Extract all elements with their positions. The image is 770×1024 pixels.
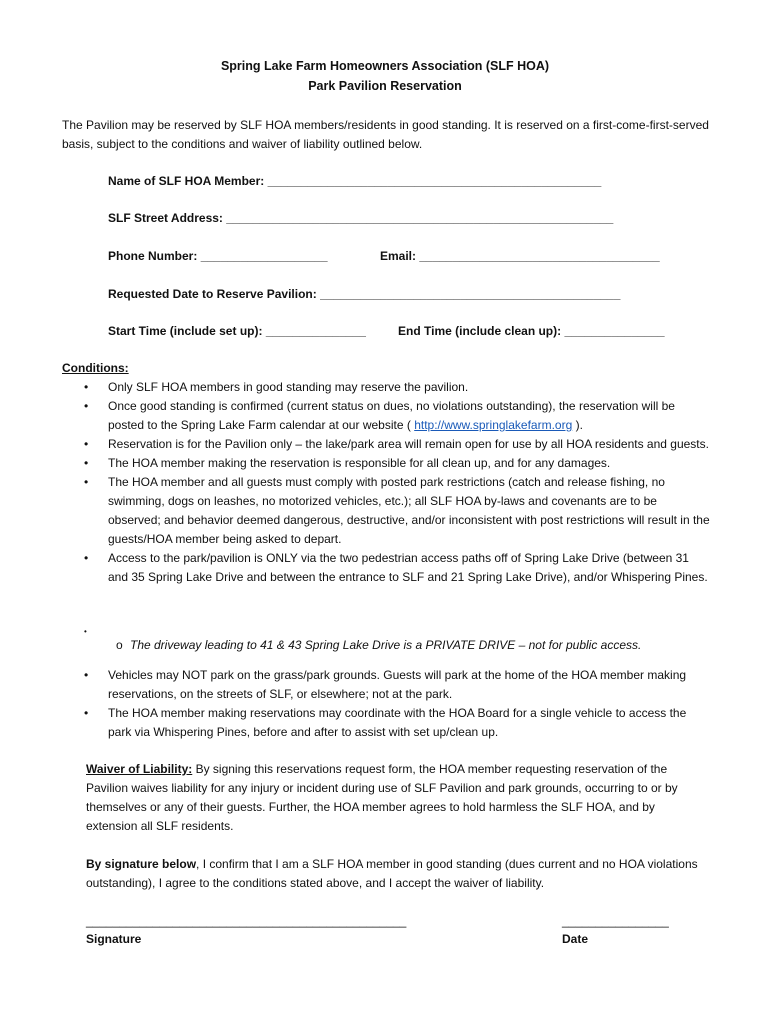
member-name-line[interactable]: __________________________________________________: [267, 174, 602, 188]
signature-line[interactable]: ________________________________________________: [86, 914, 407, 928]
empty-bullet-marker: •: [84, 627, 87, 636]
email-label: Email:: [380, 249, 417, 263]
street-address-line[interactable]: __________________________________________________________: [226, 211, 614, 225]
intro-paragraph: The Pavilion may be reserved by SLF HOA members/residents in good standing. It is reserved on a first-come-first-served basis, subject to the conditions and waiver of liability outlined below.: [62, 118, 709, 151]
website-suffix: ).: [575, 418, 583, 432]
bullet-marker: •: [84, 668, 89, 682]
signature-statement: [86, 855, 706, 893]
condition-text: The HOA member making reservations may coordinate with the HOA Board for a single vehicle to access the park via Whispering Pines, before and after to assist with set up/clean up.: [108, 706, 687, 739]
conditions-heading: Conditions:: [62, 361, 129, 375]
sub-condition-item: [116, 636, 642, 655]
bullet-marker: •: [84, 456, 89, 470]
email-line[interactable]: ____________________________________: [419, 249, 660, 263]
document-subtitle: Park Pavilion Reservation: [308, 79, 462, 93]
website-link[interactable]: http://www.springlakefarm.org: [414, 418, 573, 432]
condition-text: Once good standing is confirmed (current status on dues, no violations outstanding), the reservation will be posted to the Spring Lake Farm calendar at our website (: [108, 399, 675, 432]
member-name-field[interactable]: [108, 172, 601, 191]
conditions-list-continued: [62, 666, 712, 742]
waiver-heading: Waiver of Liability:: [86, 762, 193, 776]
start-time-field[interactable]: [108, 322, 366, 341]
sub-bullet-marker: o: [116, 638, 123, 652]
street-address-label: SLF Street Address:: [108, 211, 223, 225]
requested-date-field[interactable]: [108, 285, 620, 304]
phone-field[interactable]: [108, 247, 328, 266]
list-item: [62, 397, 712, 435]
condition-text: Access to the park/pavilion is ONLY via the two pedestrian access paths off of Spring Lake Drive (between 31 and 35 Spring Lake Drive and between the entrance to SLF and 21 Spring Lake Drive), and/or Whispering Pines.: [108, 551, 708, 584]
start-time-line[interactable]: _______________: [265, 324, 366, 338]
condition-text: Vehicles may NOT park on the grass/park grounds. Guests will park at the home of the HOA member making reservations, on the streets of SLF, or elsewhere; not at the park.: [108, 668, 687, 701]
list-item: [62, 454, 712, 473]
list-item: [62, 666, 712, 704]
signature-label: Signature: [86, 932, 142, 946]
end-time-line[interactable]: _______________: [564, 324, 665, 338]
phone-line[interactable]: ___________________: [200, 249, 328, 263]
end-time-label: End Time (include clean up):: [398, 324, 562, 338]
phone-label: Phone Number:: [108, 249, 198, 263]
email-field[interactable]: [380, 247, 660, 266]
waiver-text: By signing this reservations request form, the HOA member requesting reservation of the Pavilion waives liability for any injury or incident during use of SLF Pavilion and park grounds, occurring to or by themselves or any of their guests. Further, the HOA member agrees to hold harmless the SLF HOA, and by extension all SLF residents.: [86, 762, 678, 833]
list-item: [62, 435, 712, 454]
conditions-list: [62, 378, 712, 587]
bullet-marker: •: [84, 399, 89, 413]
signature-statement-text: , I confirm that I am a SLF HOA member in good standing (dues current and no HOA violations outstanding), I agree to the conditions stated above, and I accept the waiver of liability.: [86, 857, 698, 890]
waiver-paragraph: [86, 760, 706, 836]
list-item: [62, 378, 712, 397]
sub-condition-text: The driveway leading to 41 & 43 Spring Lake Drive is a PRIVATE DRIVE – not for public access.: [130, 638, 642, 652]
date-label: Date: [562, 932, 589, 946]
list-item: [62, 704, 712, 742]
bullet-marker: •: [84, 380, 89, 394]
street-address-field[interactable]: [108, 209, 613, 228]
member-name-label: Name of SLF HOA Member:: [108, 174, 265, 188]
list-item: [62, 549, 712, 587]
document-title: Spring Lake Farm Homeowners Association (SLF HOA): [220, 59, 550, 73]
start-time-label: Start Time (include set up):: [108, 324, 263, 338]
condition-text: Only SLF HOA members in good standing may reserve the pavilion.: [108, 380, 469, 394]
condition-text: Reservation is for the Pavilion only – the lake/park area will remain open for use by all HOA residents and guests.: [108, 437, 709, 451]
list-item: [62, 473, 712, 549]
bullet-marker: •: [84, 551, 89, 565]
end-time-field[interactable]: [398, 322, 665, 341]
condition-text: The HOA member and all guests must comply with posted park restrictions (catch and release fishing, no swimming, dogs on leashes, no motorized vehicles, etc.); all SLF HOA by-laws and covenants are to be observed; and behavior deemed dangerous, destructive, and/or inconsistent with post restrictions will result in the guests/HOA member being asked to depart.: [108, 475, 710, 546]
requested-date-line[interactable]: _____________________________________________: [320, 287, 621, 301]
condition-text: The HOA member making the reservation is responsible for all clean up, and for any damages.: [108, 456, 611, 470]
signature-statement-lead: By signature below: [86, 857, 197, 871]
requested-date-label: Requested Date to Reserve Pavilion:: [108, 287, 317, 301]
date-line[interactable]: ________________: [562, 914, 669, 928]
bullet-marker: •: [84, 706, 89, 720]
bullet-marker: •: [84, 437, 89, 451]
bullet-marker: •: [84, 475, 89, 489]
